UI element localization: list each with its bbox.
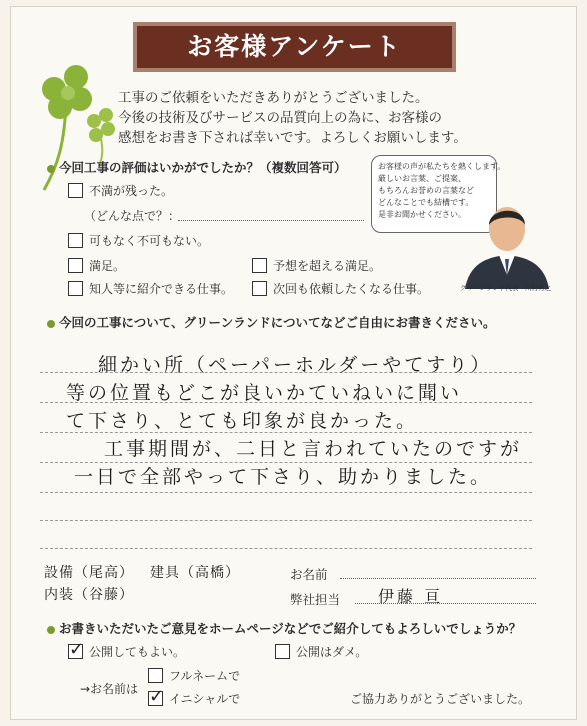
intro-text xyxy=(118,88,518,148)
option-publish-ng[interactable] xyxy=(275,643,367,660)
checkbox-checked[interactable] xyxy=(148,691,163,706)
name-label: お名前 xyxy=(290,567,328,582)
bubble-line: もちろんお誉めの言葉など xyxy=(378,186,474,195)
handwritten-staff-name: 伊藤 亘 xyxy=(378,587,444,606)
bullet-icon xyxy=(47,165,55,173)
bubble-line: どんなことでも結構です。 xyxy=(378,198,474,207)
checkbox[interactable] xyxy=(68,281,83,296)
option-label: 可もなく不可もない。 xyxy=(89,234,210,248)
staff-label: 弊社担当 xyxy=(290,592,341,607)
checkbox-checked[interactable] xyxy=(68,644,83,659)
intro-line: 工事のご依頼をいただきありがとうございました。 xyxy=(118,90,429,106)
handwritten-work-1: 設備（尾高） xyxy=(44,565,134,581)
bullet-icon xyxy=(47,626,55,634)
detail-prompt xyxy=(84,207,180,224)
option-label: 次回も依頼したくなる仕事。 xyxy=(273,282,430,296)
answer-line xyxy=(40,520,532,521)
option-label: 知人等に紹介できる仕事。 xyxy=(89,282,234,296)
name-format-label xyxy=(80,680,138,697)
handwritten-answer-line: て下さり、とても印象が良かった。 xyxy=(66,410,419,432)
bubble-line: お客様の声が私たちを熱くします。 xyxy=(378,162,506,171)
option-recommend[interactable] xyxy=(68,280,233,297)
question-2-text: 今回の工事について、グリーンランドについてなどご自由にお書きください。 xyxy=(59,315,496,330)
option-publish-ok[interactable] xyxy=(68,643,185,660)
answer-line xyxy=(40,548,532,549)
bullet-icon xyxy=(47,320,55,328)
question-3 xyxy=(47,619,521,637)
checkbox[interactable] xyxy=(68,233,83,248)
checkbox[interactable] xyxy=(275,644,290,659)
closing-message: ご協力ありがとうございました。 xyxy=(350,692,531,706)
representative-caption: グリーンランド代表 川村秀之 xyxy=(460,284,551,292)
option-label: フルネームで xyxy=(169,669,241,683)
intro-line: 今後の技術及びサービスの品質向上の為に、お客様の xyxy=(118,110,442,126)
checkbox[interactable] xyxy=(68,258,83,273)
option-fullname[interactable] xyxy=(148,667,240,684)
detail-answer-line[interactable] xyxy=(178,220,364,221)
bubble-line: 厳しいお言葉、ご提案、 xyxy=(378,174,466,183)
handwritten-answer-line: 一日で全部やって下さり、助かりました。 xyxy=(74,466,493,488)
option-again[interactable] xyxy=(252,280,429,297)
handwritten-answer-line: 工事期間が、二日と言われていたのですが xyxy=(104,438,523,460)
option-label: 満足。 xyxy=(89,259,126,273)
option-neutral[interactable] xyxy=(68,232,209,249)
checkbox[interactable] xyxy=(252,258,267,273)
intro-line: 感想をお書き下されば幸いです。よろしくお願いします。 xyxy=(118,130,467,146)
answer-line xyxy=(40,492,532,493)
bubble-line: 是非お聞かせください。 xyxy=(378,210,466,219)
handwritten-answer-line: 細かい所（ペーパーホルダーやてすり） xyxy=(98,354,493,376)
question-3-text: お書きいただいたご意見をホームページなどでご紹介してもよろしいでしょうか？ xyxy=(59,621,522,636)
option-label: 公開してもよい。 xyxy=(89,645,186,659)
option-label: 予想を超える満足。 xyxy=(273,259,382,273)
option-satisfied[interactable] xyxy=(68,257,125,274)
option-label: イニシャルで xyxy=(169,692,241,706)
question-1 xyxy=(47,158,347,176)
question-2 xyxy=(47,313,496,331)
name-field[interactable] xyxy=(340,578,536,579)
representative-photo xyxy=(463,195,551,289)
option-label: 不満が残った。 xyxy=(89,184,174,198)
checkbox[interactable] xyxy=(252,281,267,296)
page-title: お客様アンケート xyxy=(133,22,456,72)
handwritten-work-3: 建具（高橋） xyxy=(150,565,240,581)
detail-prompt-label: （どんな点で？： xyxy=(84,209,181,223)
handwritten-answer-line: 等の位置もどこが良いかていねいに聞い xyxy=(66,382,463,404)
option-dissatisfied[interactable] xyxy=(68,182,173,199)
checkbox[interactable] xyxy=(148,668,163,683)
name-format-text: →お名前は xyxy=(80,682,139,696)
option-label: 公開はダメ。 xyxy=(296,645,368,659)
checkbox[interactable] xyxy=(68,183,83,198)
handwritten-work-2: 内装（谷藤） xyxy=(44,587,134,603)
question-1-text: 今回工事の評価はいかがでしたか？（複数回答可） xyxy=(59,160,347,175)
option-exceeded[interactable] xyxy=(252,257,381,274)
option-initial[interactable] xyxy=(148,690,240,707)
